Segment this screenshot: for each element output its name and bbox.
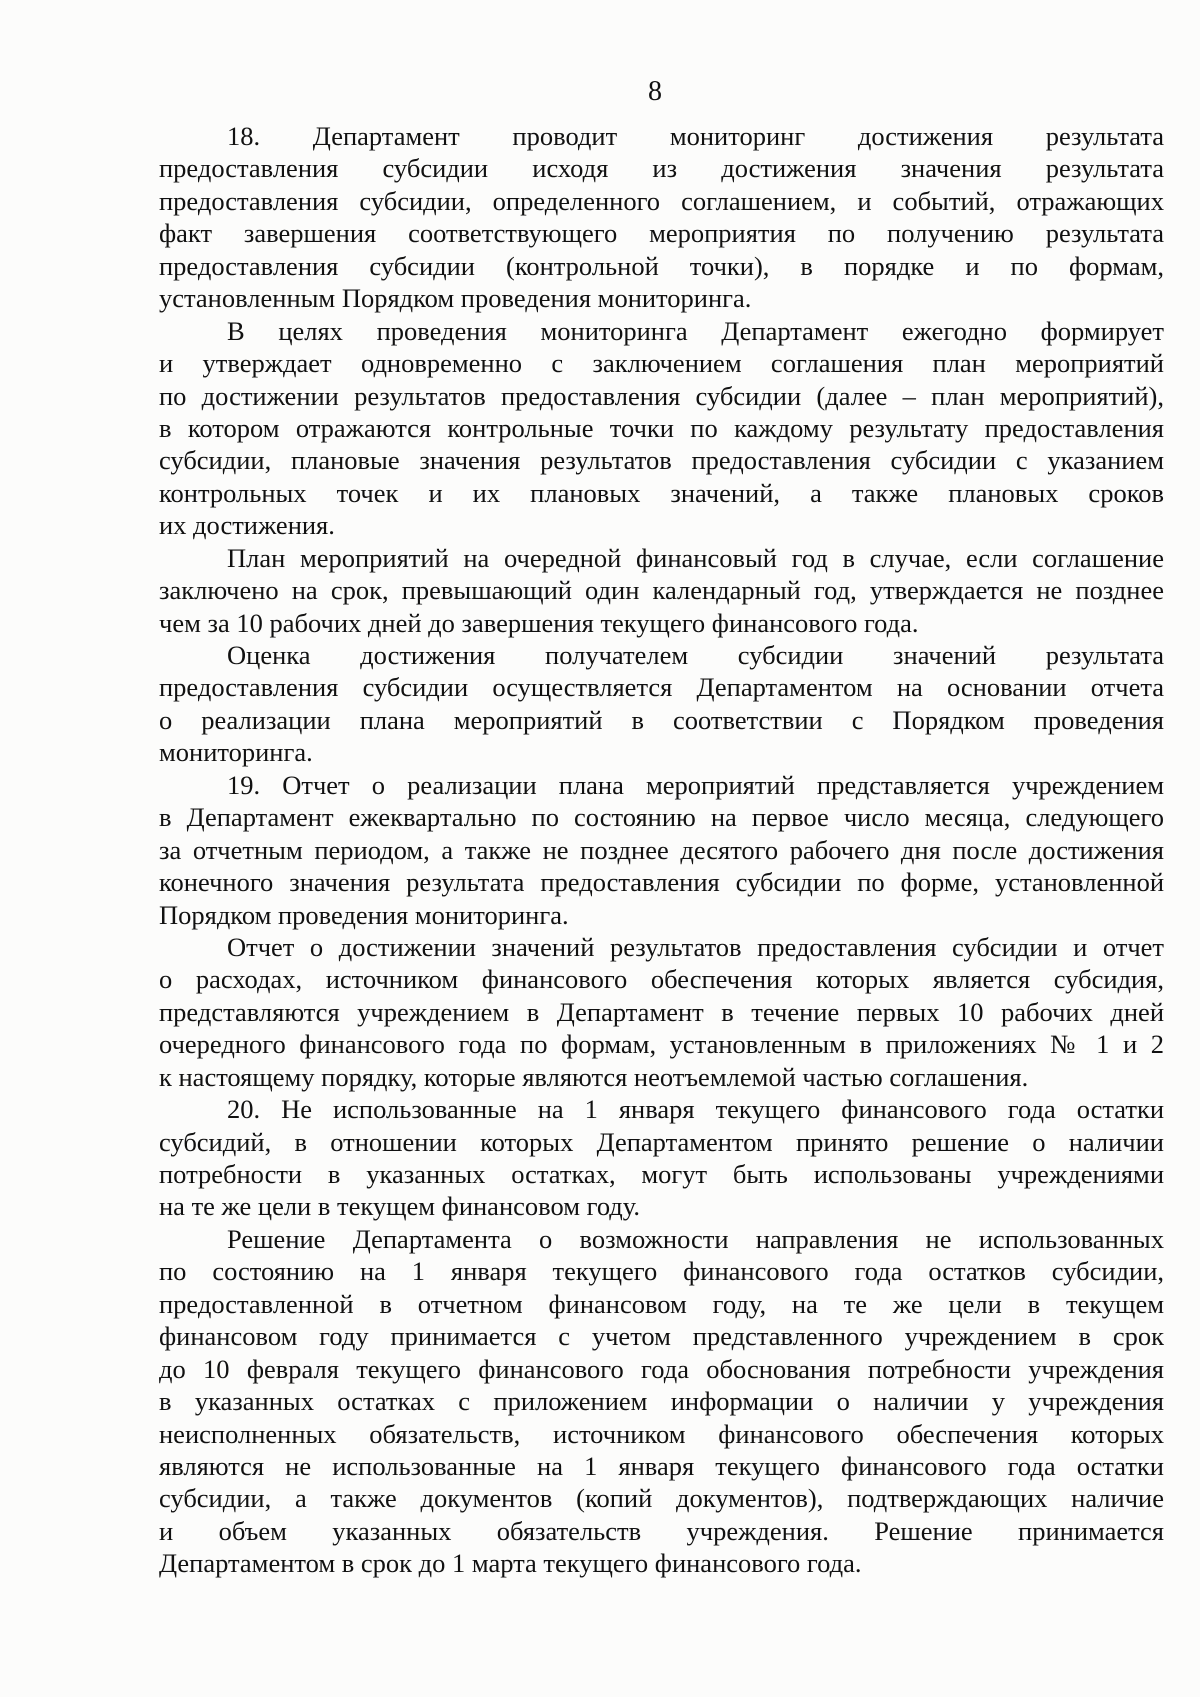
- text-line: очередного финансового года по формам, установленным в приложениях № 1 и 2: [159, 1029, 1164, 1060]
- text-line: субсидий, в отношении которых Департаментом принято решение о наличии: [159, 1126, 1164, 1157]
- text-line: предоставления субсидии осуществляется Департаментом на основании отчета: [159, 672, 1164, 703]
- text-line: Порядком проведения мониторинга.: [159, 899, 569, 930]
- text-line: их достижения.: [159, 510, 335, 541]
- text-line: предоставления субсидии, определенного соглашением, и событий, отражающих: [159, 185, 1164, 216]
- text-line: неисполненных обязательств, источником финансового обеспечения которых: [159, 1418, 1164, 1449]
- text-line: к настоящему порядку, которые являются неотъемлемой частью соглашения.: [159, 1061, 1029, 1092]
- paragraph: [159, 120, 1164, 315]
- text-line: мониторинга.: [159, 737, 313, 768]
- text-line: и утверждает одновременно с заключением соглашения план мероприятий: [159, 348, 1164, 379]
- text-line: потребности в указанных остатках, могут быть использованы учреждениями: [159, 1159, 1164, 1189]
- text-line: предоставленной в отчетном финансовом году, на те же цели в текущем: [159, 1288, 1164, 1319]
- text-line: контрольных точек и их плановых значений, а также плановых сроков: [159, 477, 1164, 508]
- text-line: 19. Отчет о реализации плана мероприятий представляется учреждением: [227, 769, 1164, 800]
- text-line: чем за 10 рабочих дней до завершения текущего финансового года.: [159, 607, 919, 638]
- text-line: субсидии, а также документов (копий документов), подтверждающих наличие: [159, 1483, 1164, 1514]
- text-line: по достижении результатов предоставления субсидии (далее – план мероприятий),: [159, 380, 1164, 411]
- text-line: Отчет о достижении значений результатов предоставления субсидии и отчет: [227, 931, 1164, 962]
- text-line: о реализации плана мероприятий в соответствии с Порядком проведения: [159, 704, 1164, 735]
- paragraph: [159, 769, 1164, 931]
- text-line: являются не использованные на 1 января текущего финансового года остатки: [159, 1450, 1164, 1481]
- text-line: в указанных остатках с приложением информации о наличии у учреждения: [159, 1386, 1164, 1417]
- paragraph: [159, 931, 1164, 1093]
- text-line: на те же цели в текущем финансовом году.: [159, 1191, 641, 1222]
- text-line: предоставления субсидии (контрольной точки), в порядке и по формам,: [159, 250, 1164, 281]
- text-line: до 10 февраля текущего финансового года обоснования потребности учреждения: [159, 1353, 1164, 1384]
- text-line: по состоянию на 1 января текущего финансового года остатков субсидии,: [159, 1256, 1164, 1287]
- paragraph: [159, 542, 1164, 639]
- paragraph: [159, 1223, 1164, 1580]
- text-line: субсидии, плановые значения результатов предоставления субсидии с указанием: [159, 445, 1164, 476]
- text-line: предоставления субсидии исходя из достижения значения результата: [159, 153, 1164, 184]
- text-line: за отчетным периодом, а также не позднее десятого рабочего дня после достижения: [159, 834, 1164, 865]
- paragraph: [159, 315, 1164, 542]
- text-line: Департаментом в срок до 1 марта текущего финансового года.: [159, 1548, 862, 1579]
- text-line: в котором отражаются контрольные точки по каждому результату предоставления: [159, 412, 1164, 443]
- text-line: представляются учреждением в Департамент в течение первых 10 рабочих дней: [159, 996, 1164, 1027]
- text-line: 18. Департамент проводит мониторинг достижения результата: [227, 121, 1164, 151]
- text-line: 20. Не использованные на 1 января текущего финансового года остатки: [227, 1094, 1164, 1125]
- paragraph: [159, 1093, 1164, 1223]
- text-line: В целях проведения мониторинга Департамент ежегодно формирует: [227, 315, 1164, 346]
- text-line: факт завершения соответствующего мероприятия по получению результата: [159, 218, 1164, 249]
- document-body: [159, 120, 1164, 1580]
- text-line: и объем указанных обязательств учреждения. Решение принимается: [159, 1515, 1164, 1546]
- text-line: Решение Департамента о возможности направления не использованных: [227, 1223, 1164, 1254]
- text-line: План мероприятий на очередной финансовый год в случае, если соглашение: [227, 542, 1164, 573]
- paragraph: [159, 639, 1164, 769]
- text-line: Оценка достижения получателем субсидии значений результата: [227, 640, 1164, 670]
- text-line: заключено на срок, превышающий один календарный год, утверждается не позднее: [159, 575, 1164, 606]
- text-line: конечного значения результата предоставления субсидии по форме, установленной: [159, 867, 1164, 898]
- text-line: о расходах, источником финансового обеспечения которых является субсидия,: [159, 964, 1164, 995]
- text-line: в Департамент ежеквартально по состоянию на первое число месяца, следующего: [159, 802, 1164, 833]
- text-line: финансовом году принимается с учетом представленного учреждением в срок: [159, 1321, 1164, 1352]
- text-line: установленным Порядком проведения мониторинга.: [159, 283, 752, 314]
- page-number: 8: [648, 76, 662, 107]
